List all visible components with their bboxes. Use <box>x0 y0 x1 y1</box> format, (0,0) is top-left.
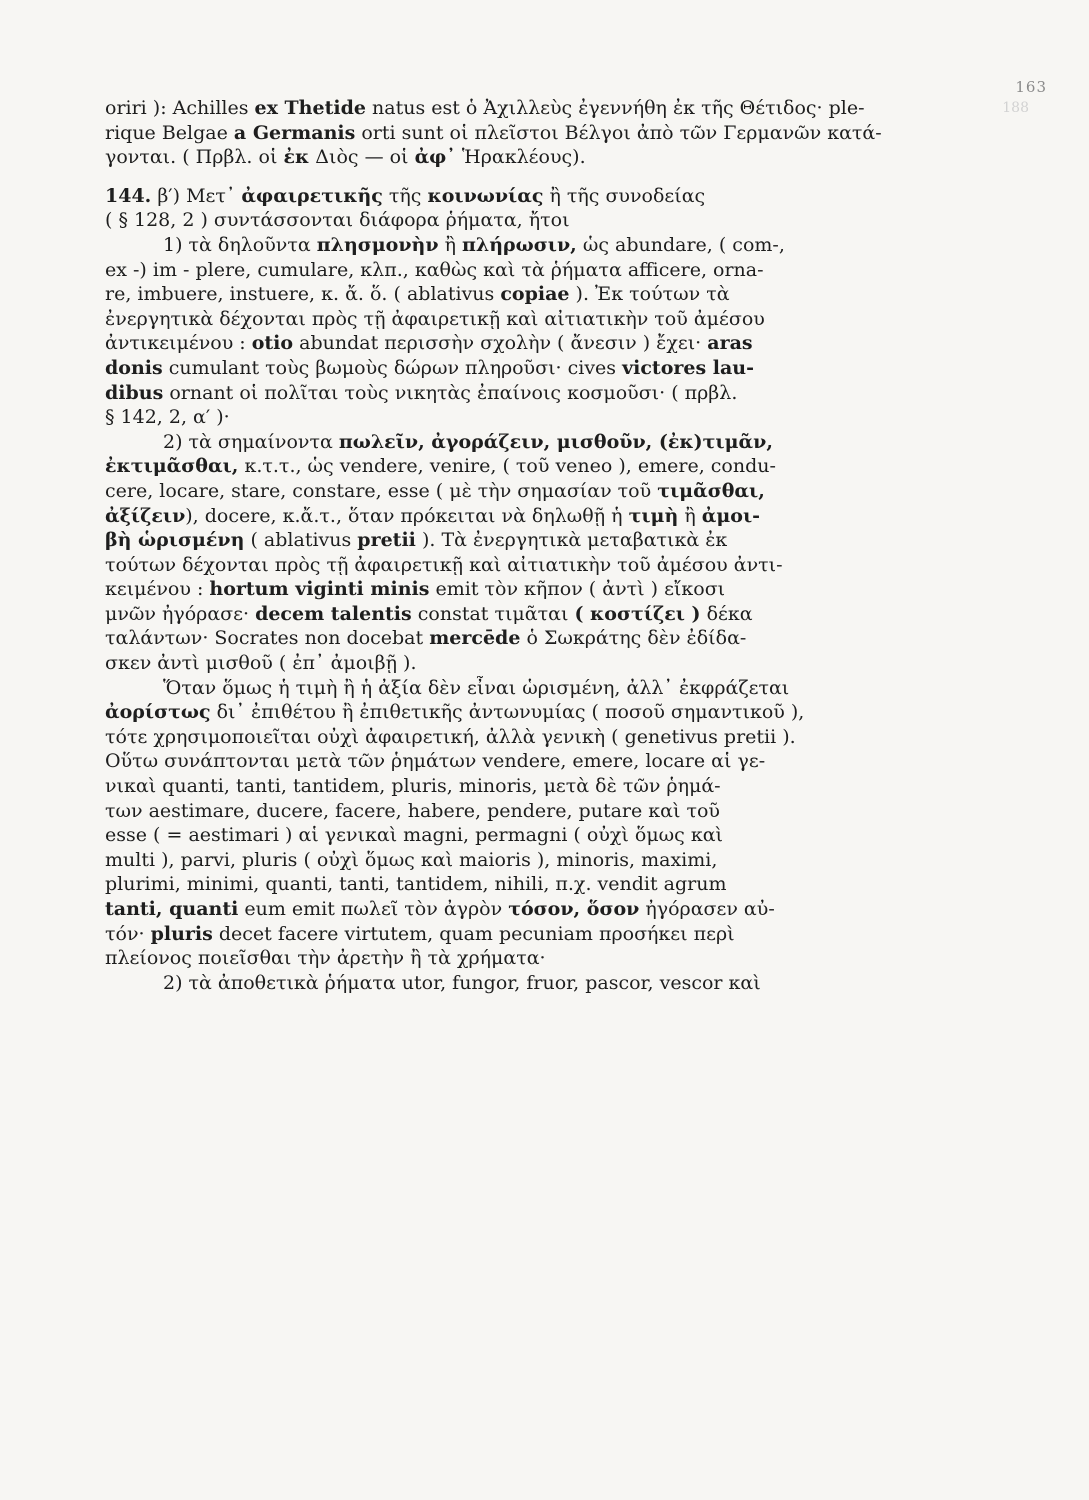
bold-term: τιμὴ <box>628 504 679 527</box>
bold-term: ἀξίζειν <box>105 504 186 527</box>
text-segment: cumulant τοὺς βωμοὺς δώρων πληροῦσι· cives <box>162 356 623 379</box>
text-segment: ). Τὰ ἐνεργητικὰ μεταβατικὰ ἐκ <box>415 529 728 552</box>
text-segment: multi ), parvi, pluris ( οὐχὶ ὅμως καὶ maioris ), minoris, maximi, <box>105 848 718 871</box>
bold-term: 144. <box>105 184 152 207</box>
bold-term: κοινωνίας <box>427 184 544 207</box>
text-segment: ( ablativus <box>244 529 358 552</box>
text-segment: rique Belgae <box>105 121 234 144</box>
text-segment: § 142, 2, α′ )· <box>105 406 230 429</box>
text-line <box>105 971 985 996</box>
text-segment: τότε χρησιμοποιεῖται οὐχὶ ἀφαιρετική, ἀλλὰ γενικὴ ( genetivus pretii ). <box>105 725 796 748</box>
text-segment: νικαὶ quanti, tanti, tantidem, pluris, minoris, μετὰ δὲ τῶν ῥημά- <box>105 775 721 798</box>
text-line <box>105 121 985 146</box>
bold-term: ( κοστίζει ) <box>574 602 701 625</box>
text-segment: ἀντικειμένου : <box>105 332 252 355</box>
text-segment: σκεν ἀντὶ μισθοῦ ( ἐπ᾽ ἀμοιβῇ ). <box>105 652 417 675</box>
text-segment: ornant οἱ πολῖται τοὺς νικητὰς ἐπαίνοις κοσμοῦσι· ( πρβλ. <box>163 381 738 404</box>
text-segment: κειμένου : <box>105 578 210 601</box>
text-line <box>105 528 985 553</box>
bold-term: otio <box>251 332 294 355</box>
bold-term: ex Thetide <box>254 97 366 119</box>
text-line <box>105 233 985 258</box>
text-line <box>105 553 985 578</box>
text-line <box>105 430 985 455</box>
bold-term: τιμᾶσθαι, <box>657 479 765 502</box>
text-line <box>105 577 985 602</box>
bold-term: ἀφ᾽ <box>414 146 456 169</box>
text-segment: natus est ὁ Ἀχιλλεὺς ἐγεννήθη ἐκ τῆς Θέτιδος· ple- <box>365 97 865 119</box>
text-segment: 2) τὰ ἀποθετικὰ ῥήματα utor, fungor, fruor, pascor, vescor καὶ <box>163 971 761 994</box>
text-line <box>105 946 985 971</box>
text-segment: 1) τὰ δηλοῦντα <box>163 233 317 256</box>
text-segment: τῆς <box>382 184 428 207</box>
bold-term: pluris <box>150 922 213 945</box>
text-line <box>105 799 985 824</box>
text-segment: των aestimare, ducere, facere, habere, pendere, putare καὶ τοῦ <box>105 799 720 822</box>
text-line <box>105 897 985 922</box>
text-segment: ὁ Σωκράτης δὲν ἐδίδα- <box>520 627 747 650</box>
bold-term: hortum viginti minis <box>209 578 430 601</box>
text-segment: emit τὸν κῆπον ( ἀντὶ ) εἴκοσι <box>429 578 726 601</box>
text-segment: τούτων δέχονται πρὸς τῇ ἀφαιρετικῇ καὶ αἰτιατικὴν τοῦ ἀμέσου ἀντι- <box>105 553 783 576</box>
text-line <box>105 479 985 504</box>
bold-term: tanti, quanti <box>105 898 239 920</box>
text-segment: eum emit πωλεῖ τὸν ἀγρὸν <box>238 898 509 920</box>
text-line <box>105 749 985 774</box>
bold-term: donis <box>105 356 163 379</box>
text-segment: ἢ <box>678 504 702 527</box>
text-segment: ταλάντων· Socrates non docebat <box>105 627 430 650</box>
text-line <box>105 651 985 676</box>
text-segment: Ὅταν ὅμως ἡ τιμὴ ἢ ἡ ἀξία δὲν εἶναι ὡρισμένη, ἀλλ᾽ ἐκφράζεται <box>163 676 790 699</box>
bold-term: ἀφαιρετικῆς <box>241 184 383 207</box>
bold-term: a Germanis <box>233 121 356 144</box>
text-line <box>105 922 985 947</box>
text-segment: ἢ <box>438 233 462 256</box>
section-gap <box>105 170 985 184</box>
bold-term: aras <box>707 332 753 355</box>
text-line <box>105 872 985 897</box>
text-line <box>105 504 985 529</box>
text-line <box>105 774 985 799</box>
bold-term: πλησμονὴν <box>316 233 439 256</box>
text-segment: esse ( = aestimari ) αἱ γενικαὶ magni, permagni ( οὐχὶ ὅμως καὶ <box>105 824 723 847</box>
bold-term: mercēde <box>429 627 521 650</box>
text-segment: δέκα <box>700 602 753 625</box>
bold-term: πλήρωσιν, <box>462 233 577 256</box>
text-segment: abundat περισσὴν σχολὴν ( ἄνεσιν ) ἔχει· <box>293 332 708 355</box>
text-segment: τόν· <box>105 922 151 945</box>
text-line <box>105 145 985 170</box>
text-segment: constat τιμᾶται <box>411 602 575 625</box>
text-segment: ἐνεργητικὰ δέχονται πρὸς τῇ ἀφαιρετικῇ καὶ αἰτιατικὴν τοῦ ἀμέσου <box>105 307 765 330</box>
text-segment: μνῶν ἠγόρασε· <box>105 602 256 625</box>
text-segment: γονται. ( Πρβλ. οἱ <box>105 146 284 169</box>
text-line <box>105 700 985 725</box>
text-segment: ex -) im - plere, cumulare, κλπ., καθὼς καὶ τὰ ῥήματα afficere, orna- <box>105 258 764 281</box>
bold-term: πωλεῖν, ἀγοράζειν, μισθοῦν, (ἐκ)τιμᾶν, <box>338 430 773 453</box>
text-segment: orti sunt οἱ πλεῖστοι Βέλγοι ἀπὸ τῶν Γερμανῶν κατά- <box>355 121 882 144</box>
bold-term: victores lau- <box>622 356 755 379</box>
bold-term: dibus <box>105 381 164 404</box>
text-segment: ὡς abundare, ( com-, <box>576 233 785 256</box>
text-segment: Οὕτω συνάπτονται μετὰ τῶν ῥημάτων vendere, emere, locare αἱ γε- <box>105 750 766 773</box>
bold-term: ἀορίστως <box>105 701 211 724</box>
bleed-through-page-number: 188 <box>1002 100 1029 116</box>
text-segment: πλείονος ποιεῖσθαι τὴν ἀρετὴν ἢ τὰ χρήματα· <box>105 947 546 970</box>
bold-term: decem talentis <box>255 602 412 625</box>
text-line <box>105 356 985 381</box>
text-segment: oriri ): Achilles <box>105 97 255 119</box>
text-segment: κ.τ.τ., ὡς vendere, venire, ( τοῦ veneo ), emere, condu- <box>238 455 776 478</box>
bold-term: ἐκτιμᾶσθαι, <box>105 455 239 478</box>
bold-term: βὴ ὡρισμένη <box>105 529 245 552</box>
text-segment: ). Ἐκ τούτων τὰ <box>569 283 730 306</box>
text-line <box>105 725 985 750</box>
text-line <box>105 282 985 307</box>
bold-term: ἀμοι- <box>701 504 761 527</box>
text-line <box>105 208 985 233</box>
text-line <box>105 848 985 873</box>
text-segment: Ἡρακλέους). <box>455 146 586 169</box>
text-line <box>105 823 985 848</box>
text-line <box>105 331 985 356</box>
text-segment: δι᾽ ἐπιθέτου ἢ ἐπιθετικῆς ἀντωνυμίας ( ποσοῦ σημαντικοῦ ), <box>210 701 805 724</box>
page-number: 163 <box>1015 78 1047 96</box>
text-segment: re, imbuere, instuere, κ. ἄ. ὅ. ( ablativus <box>105 283 501 306</box>
bold-term: ἐκ <box>283 146 310 169</box>
text-segment: β′) Μετ᾽ <box>151 184 242 207</box>
text-line <box>105 454 985 479</box>
bold-term: copiae <box>500 283 570 306</box>
text-segment: decet facere virtutem, quam pecuniam προσήκει περὶ <box>212 922 735 945</box>
text-line <box>105 405 985 430</box>
text-line <box>105 602 985 627</box>
text-line <box>105 96 985 121</box>
bold-term: τόσον, ὅσον <box>508 898 640 920</box>
body-text <box>105 96 985 995</box>
text-segment: cere, locare, stare, constare, esse ( μὲ τὴν σημασίαν τοῦ <box>105 479 658 502</box>
text-line <box>105 626 985 651</box>
text-line <box>105 381 985 406</box>
text-line <box>105 307 985 332</box>
text-line <box>105 184 985 209</box>
bold-term: pretii <box>357 529 416 552</box>
text-segment: ), docere, κ.ἄ.τ., ὅταν πρόκειται νὰ δηλωθῇ ἡ <box>185 504 629 527</box>
text-segment: Διὸς — οἱ <box>309 146 415 169</box>
text-segment: plurimi, minimi, quanti, tanti, tantidem, nihili, π.χ. vendit agrum <box>105 873 727 896</box>
text-line <box>105 676 985 701</box>
text-segment: ἢ τῆς συνοδείας <box>543 184 706 207</box>
text-segment: 2) τὰ σημαίνοντα <box>163 430 339 453</box>
text-segment: ( § 128, 2 ) συντάσσονται διάφορα ῥήματα, ἤτοι <box>105 209 570 232</box>
text-segment: ἠγόρασεν αὐ- <box>639 898 775 920</box>
text-line <box>105 258 985 283</box>
